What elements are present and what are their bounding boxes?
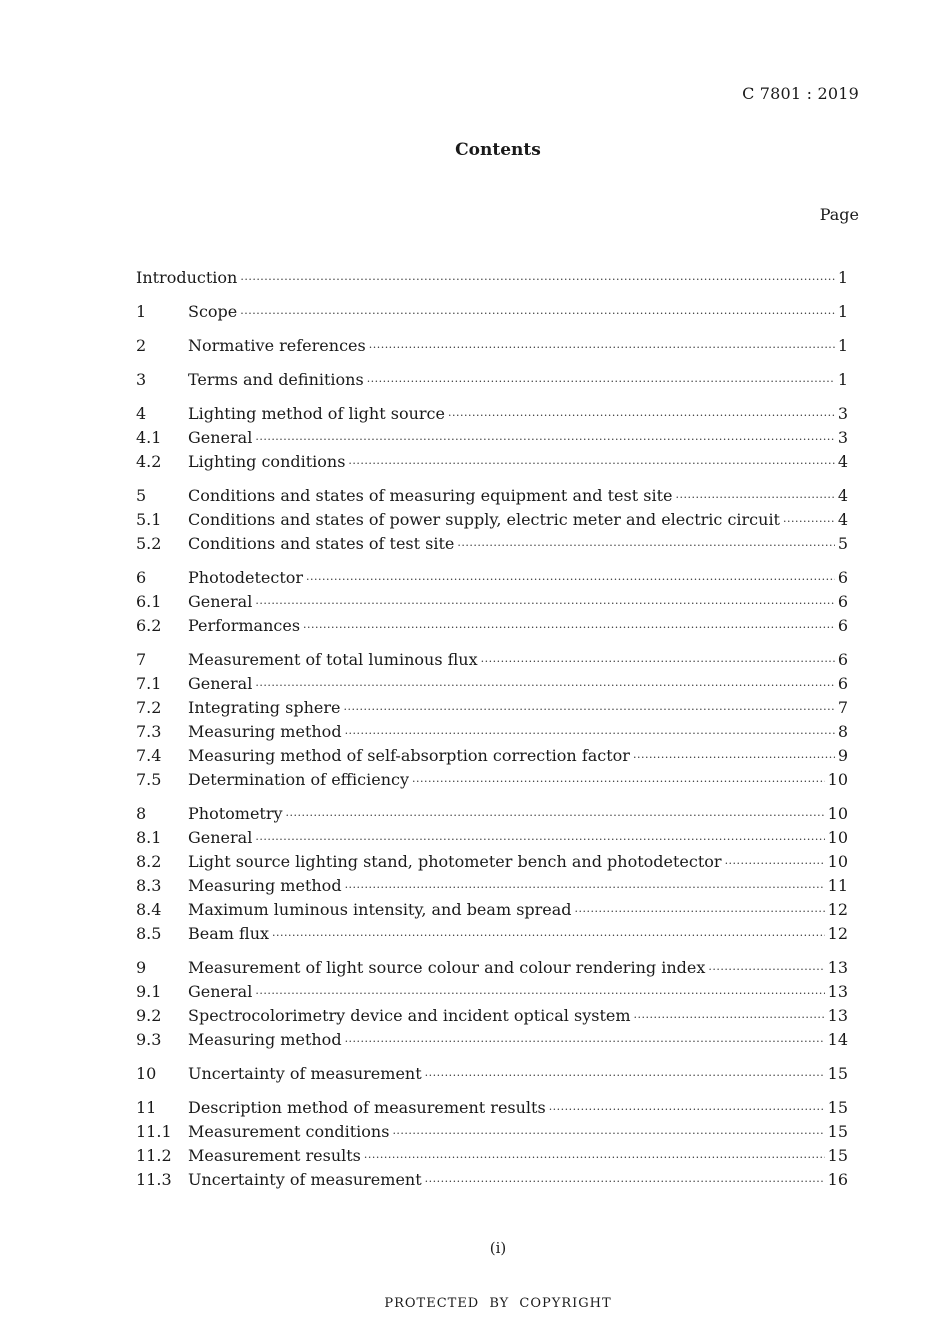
dot-leader bbox=[412, 770, 825, 794]
toc-entry-title: Measuring method bbox=[188, 1030, 342, 1049]
toc-group bbox=[136, 1062, 848, 1086]
toc-entry-title: Photodetector bbox=[188, 568, 304, 587]
toc-entry-page: 8 bbox=[837, 722, 848, 741]
toc-entry-page: 10 bbox=[827, 770, 848, 789]
toc-group bbox=[136, 648, 848, 792]
toc-entry-page: 4 bbox=[837, 510, 848, 529]
toc-entry-page: 10 bbox=[827, 804, 848, 823]
dot-leader bbox=[303, 616, 835, 640]
toc-entry-number: 4.1 bbox=[136, 428, 162, 447]
toc-group bbox=[136, 484, 848, 556]
toc-entry-page: 15 bbox=[827, 1098, 848, 1117]
toc-entry[interactable] bbox=[136, 1028, 848, 1052]
toc-entry[interactable] bbox=[136, 614, 848, 638]
toc-entry[interactable] bbox=[136, 980, 848, 1004]
dot-leader bbox=[345, 876, 825, 900]
toc-entry-page: 4 bbox=[837, 452, 848, 471]
toc-entry-title: Spectrocolorimetry device and incident optical system bbox=[188, 1006, 631, 1025]
dot-leader bbox=[633, 746, 835, 770]
toc-entry-title: Determination of efficiency bbox=[188, 770, 409, 789]
table-of-contents bbox=[136, 266, 848, 1202]
toc-group bbox=[136, 368, 848, 392]
copyright-text: PROTECTED BY COPYRIGHT bbox=[384, 1296, 612, 1311]
toc-entry-number: 5.2 bbox=[136, 534, 162, 553]
toc-entry-page: 1 bbox=[837, 302, 848, 321]
dot-leader bbox=[708, 958, 824, 982]
toc-entry[interactable] bbox=[136, 826, 848, 850]
toc-entry-number: 9 bbox=[136, 958, 147, 977]
toc-entry[interactable] bbox=[136, 744, 848, 768]
toc-entry[interactable] bbox=[136, 1168, 848, 1192]
toc-entry[interactable] bbox=[136, 266, 848, 290]
toc-entry-number: 9.1 bbox=[136, 982, 162, 1001]
toc-entry-page: 6 bbox=[837, 650, 848, 669]
toc-entry-number: 11.1 bbox=[136, 1122, 172, 1141]
toc-entry[interactable] bbox=[136, 956, 848, 980]
toc-entry[interactable] bbox=[136, 334, 848, 358]
toc-entry-title: Uncertainty of measurement bbox=[188, 1064, 422, 1083]
toc-entry-title: Terms and definitions bbox=[188, 370, 364, 389]
toc-entry[interactable] bbox=[136, 922, 848, 946]
toc-entry-page: 15 bbox=[827, 1122, 848, 1141]
dot-leader bbox=[348, 452, 834, 476]
toc-entry-title: Uncertainty of measurement bbox=[188, 1170, 422, 1189]
dot-leader bbox=[481, 650, 835, 674]
toc-entry[interactable] bbox=[136, 1004, 848, 1028]
dot-leader bbox=[369, 336, 835, 360]
toc-entry-title: Scope bbox=[188, 302, 238, 321]
toc-entry-number: 8.2 bbox=[136, 852, 162, 871]
toc-entry-page: 13 bbox=[827, 982, 848, 1001]
toc-entry[interactable] bbox=[136, 300, 848, 324]
dot-leader bbox=[240, 302, 835, 326]
toc-entry-number: 2 bbox=[136, 336, 147, 355]
dot-leader bbox=[255, 428, 834, 452]
toc-entry-page: 9 bbox=[837, 746, 848, 765]
toc-entry-page: 14 bbox=[827, 1030, 848, 1049]
toc-entry-title: General bbox=[188, 592, 253, 611]
dot-leader bbox=[345, 1030, 825, 1054]
toc-entry-title: General bbox=[188, 982, 253, 1001]
toc-entry-number: 4.2 bbox=[136, 452, 162, 471]
toc-entry-number: 7.2 bbox=[136, 698, 162, 717]
toc-entry-page: 4 bbox=[837, 486, 848, 505]
dot-leader bbox=[255, 982, 824, 1006]
toc-entry[interactable] bbox=[136, 768, 848, 792]
toc-entry-number: 6.1 bbox=[136, 592, 162, 611]
toc-entry[interactable] bbox=[136, 508, 848, 532]
toc-entry-title: Measurement of light source colour and colour rendering index bbox=[188, 958, 706, 977]
toc-entry-number: 6 bbox=[136, 568, 147, 587]
toc-entry-number: 11 bbox=[136, 1098, 157, 1117]
toc-entry-title: Light source lighting stand, photometer bench and photodetector bbox=[188, 852, 722, 871]
toc-group bbox=[136, 1096, 848, 1192]
page-column-label: Page bbox=[819, 205, 859, 224]
toc-entry-title: Normative references bbox=[188, 336, 366, 355]
dot-leader bbox=[367, 370, 835, 394]
toc-entry[interactable] bbox=[136, 1120, 848, 1144]
dot-leader bbox=[725, 852, 825, 876]
dot-leader bbox=[255, 828, 824, 852]
toc-entry-page: 13 bbox=[827, 958, 848, 977]
toc-entry-number: 8.4 bbox=[136, 900, 162, 919]
dot-leader bbox=[306, 568, 835, 592]
toc-entry-page: 12 bbox=[827, 924, 848, 943]
toc-entry-page: 1 bbox=[837, 336, 848, 355]
toc-entry[interactable] bbox=[136, 1096, 848, 1120]
toc-entry-title: Lighting conditions bbox=[188, 452, 346, 471]
dot-leader bbox=[392, 1122, 824, 1146]
toc-entry[interactable] bbox=[136, 720, 848, 744]
toc-entry[interactable] bbox=[136, 566, 848, 590]
toc-group bbox=[136, 300, 848, 324]
toc-group bbox=[136, 566, 848, 638]
toc-entry-page: 15 bbox=[827, 1146, 848, 1165]
toc-entry-number: 1 bbox=[136, 302, 147, 321]
dot-leader bbox=[457, 534, 834, 558]
toc-entry-title: Integrating sphere bbox=[188, 698, 341, 717]
toc-entry[interactable] bbox=[136, 874, 848, 898]
toc-group bbox=[136, 802, 848, 946]
toc-entry-title: Conditions and states of test site bbox=[188, 534, 455, 553]
toc-entry-number: 3 bbox=[136, 370, 147, 389]
dot-leader bbox=[286, 804, 825, 828]
dot-leader bbox=[549, 1098, 825, 1122]
toc-entry-number: 10 bbox=[136, 1064, 157, 1083]
page-title: Contents bbox=[455, 140, 541, 160]
toc-entry-page: 6 bbox=[837, 592, 848, 611]
toc-entry-title: Measuring method bbox=[188, 876, 342, 895]
toc-entry-page: 6 bbox=[837, 616, 848, 635]
toc-entry-page: 5 bbox=[837, 534, 848, 553]
toc-entry-number: 5.1 bbox=[136, 510, 162, 529]
toc-entry-page: 3 bbox=[837, 428, 848, 447]
toc-entry-title: General bbox=[188, 428, 253, 447]
toc-entry-page: 1 bbox=[837, 370, 848, 389]
toc-entry[interactable] bbox=[136, 648, 848, 672]
toc-entry[interactable] bbox=[136, 368, 848, 392]
toc-entry-title: General bbox=[188, 828, 253, 847]
toc-entry[interactable] bbox=[136, 402, 848, 426]
dot-leader bbox=[240, 268, 834, 292]
toc-group bbox=[136, 402, 848, 474]
toc-entry-title: Lighting method of light source bbox=[188, 404, 445, 423]
toc-entry-title: Measuring method of self-absorption correction factor bbox=[188, 746, 630, 765]
toc-entry-number: 9.2 bbox=[136, 1006, 162, 1025]
toc-entry-page: 12 bbox=[827, 900, 848, 919]
dot-leader bbox=[345, 722, 835, 746]
toc-entry[interactable] bbox=[136, 802, 848, 826]
toc-entry[interactable] bbox=[136, 532, 848, 556]
dot-leader bbox=[272, 924, 825, 948]
dot-leader bbox=[675, 486, 834, 510]
toc-entry[interactable] bbox=[136, 590, 848, 614]
toc-entry-number: 7.3 bbox=[136, 722, 162, 741]
toc-entry-title: Conditions and states of power supply, electric meter and electric circuit bbox=[188, 510, 780, 529]
copyright-notice bbox=[0, 1296, 950, 1311]
dot-leader bbox=[634, 1006, 825, 1030]
toc-entry-page: 10 bbox=[827, 852, 848, 871]
toc-entry-title: Beam flux bbox=[188, 924, 270, 943]
toc-entry-number: 7.1 bbox=[136, 674, 162, 693]
toc-entry-title: Performances bbox=[188, 616, 301, 635]
toc-entry-number: 6.2 bbox=[136, 616, 162, 635]
toc-entry-number: 8 bbox=[136, 804, 147, 823]
dot-leader bbox=[255, 674, 834, 698]
toc-entry-title: Maximum luminous intensity, and beam spread bbox=[188, 900, 572, 919]
toc-entry-title: Measurement of total luminous flux bbox=[188, 650, 478, 669]
toc-entry-page: 16 bbox=[827, 1170, 848, 1189]
toc-group bbox=[136, 266, 848, 290]
toc-entry-page: 7 bbox=[837, 698, 848, 717]
dot-leader bbox=[783, 510, 835, 534]
document-code: C 7801 : 2019 bbox=[742, 84, 859, 103]
dot-leader bbox=[364, 1146, 825, 1170]
toc-entry-title: Conditions and states of measuring equipment and test site bbox=[188, 486, 673, 505]
toc-entry-number: 8.5 bbox=[136, 924, 162, 943]
toc-entry-number: 7 bbox=[136, 650, 147, 669]
toc-entry-page: 13 bbox=[827, 1006, 848, 1025]
toc-entry-title: Measurement results bbox=[188, 1146, 361, 1165]
toc-entry[interactable] bbox=[136, 672, 848, 696]
toc-entry[interactable] bbox=[136, 850, 848, 874]
toc-entry-number: 8.1 bbox=[136, 828, 162, 847]
toc-entry-number: 4 bbox=[136, 404, 147, 423]
toc-entry[interactable] bbox=[136, 484, 848, 508]
footer-page-number: (i) bbox=[489, 1239, 507, 1257]
toc-entry[interactable] bbox=[136, 898, 848, 922]
dot-leader bbox=[255, 592, 834, 616]
toc-entry-number: 11.3 bbox=[136, 1170, 172, 1189]
toc-entry-page: 11 bbox=[827, 876, 848, 895]
toc-entry-page: 15 bbox=[827, 1064, 848, 1083]
toc-entry-number: 7.4 bbox=[136, 746, 162, 765]
toc-entry-title: Measuring method bbox=[188, 722, 342, 741]
toc-entry-title: Introduction bbox=[136, 268, 238, 287]
toc-entry-page: 3 bbox=[837, 404, 848, 423]
toc-entry-page: 10 bbox=[827, 828, 848, 847]
dot-leader bbox=[425, 1170, 825, 1194]
dot-leader bbox=[425, 1064, 825, 1088]
toc-entry-title: Photometry bbox=[188, 804, 283, 823]
dot-leader bbox=[343, 698, 834, 722]
toc-entry-number: 7.5 bbox=[136, 770, 162, 789]
dot-leader bbox=[448, 404, 835, 428]
toc-entry-number: 9.3 bbox=[136, 1030, 162, 1049]
toc-entry-title: Measurement conditions bbox=[188, 1122, 390, 1141]
toc-entry[interactable] bbox=[136, 1144, 848, 1168]
toc-entry-page: 6 bbox=[837, 674, 848, 693]
toc-entry-page: 6 bbox=[837, 568, 848, 587]
toc-entry[interactable] bbox=[136, 696, 848, 720]
toc-entry-page: 1 bbox=[837, 268, 848, 287]
toc-entry[interactable] bbox=[136, 450, 848, 474]
toc-entry[interactable] bbox=[136, 426, 848, 450]
toc-entry-number: 8.3 bbox=[136, 876, 162, 895]
toc-group bbox=[136, 956, 848, 1052]
toc-entry[interactable] bbox=[136, 1062, 848, 1086]
toc-entry-title: General bbox=[188, 674, 253, 693]
toc-entry-number: 11.2 bbox=[136, 1146, 172, 1165]
dot-leader bbox=[575, 900, 825, 924]
toc-group bbox=[136, 334, 848, 358]
toc-entry-title: Description method of measurement results bbox=[188, 1098, 546, 1117]
toc-entry-number: 5 bbox=[136, 486, 147, 505]
